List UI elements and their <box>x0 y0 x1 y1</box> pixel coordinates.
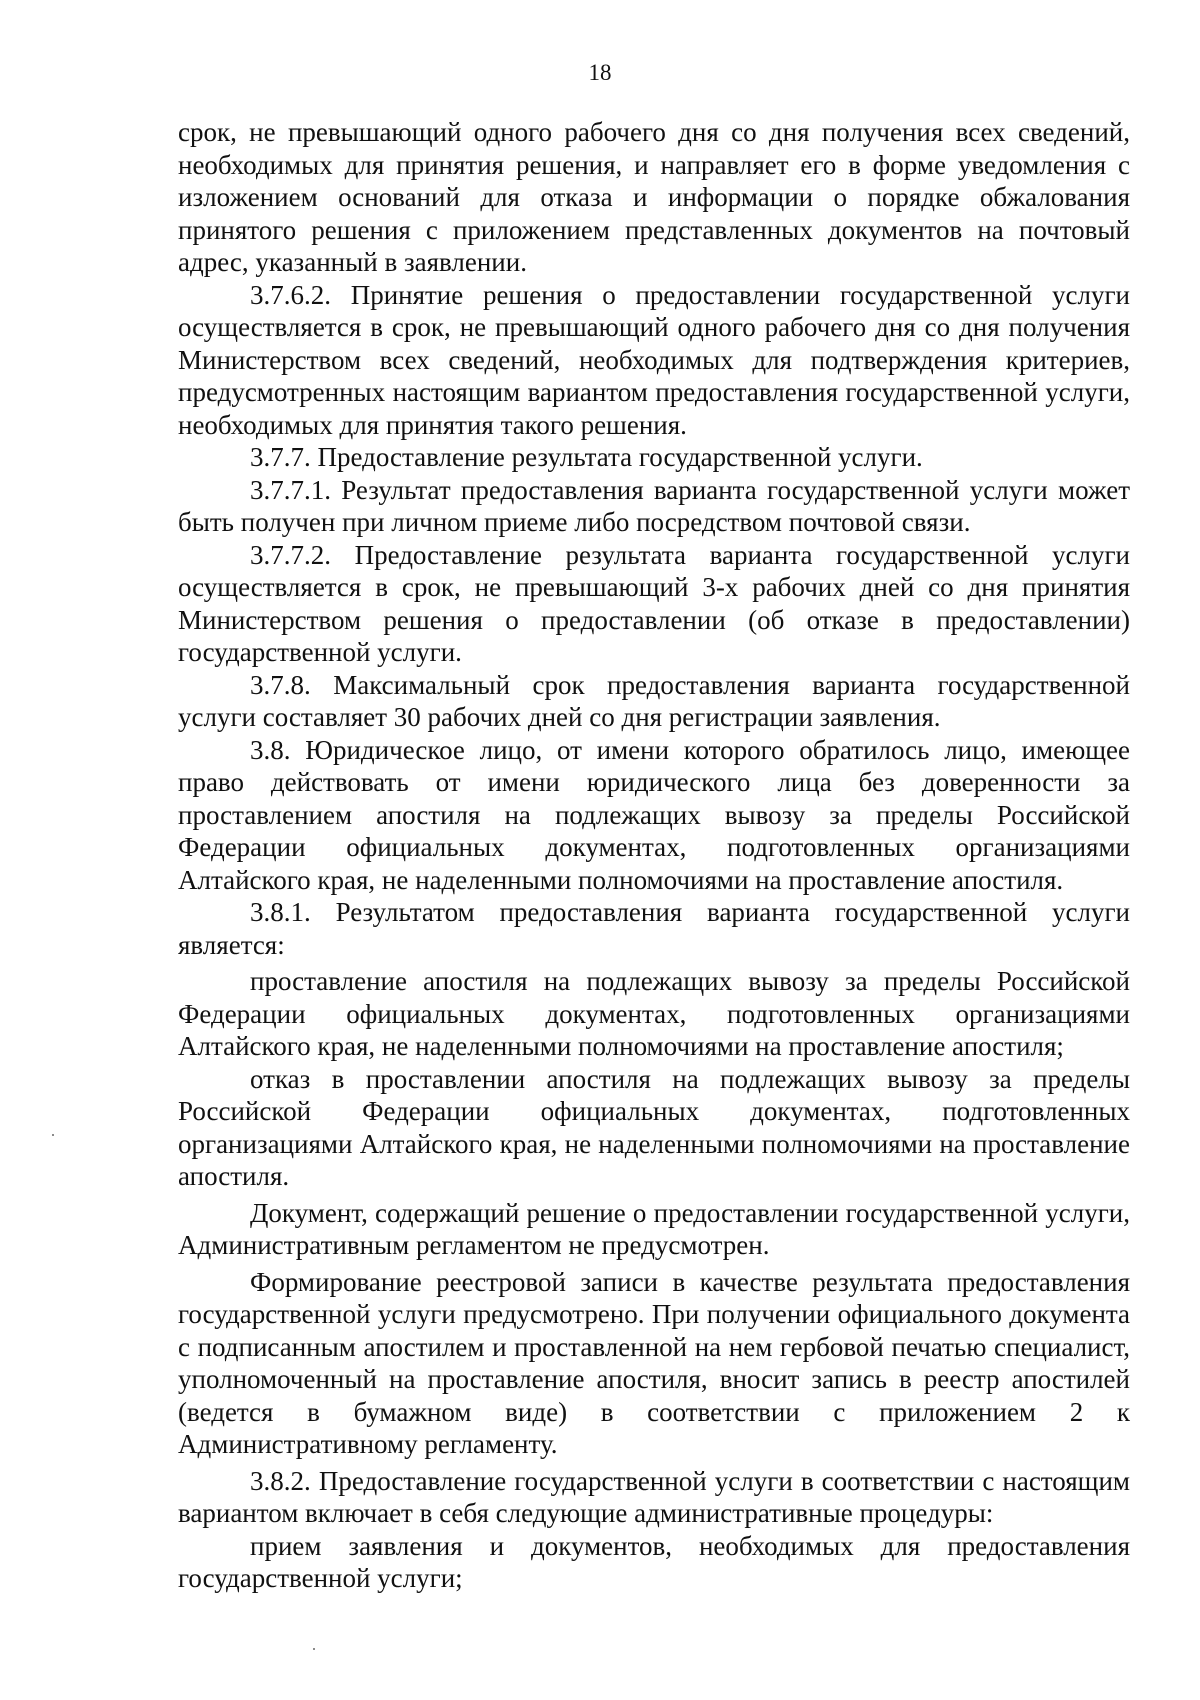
paragraph-3-7-7-2: 3.7.7.2. Предоставление результата варианта государственной услуги осуществляется в срок, не превышающий 3-х рабочих дней со дня принятия Министерством решения о предоставлении (об отказе в предоставлении) государственной услуги. <box>178 539 1130 667</box>
page-number: 18 <box>588 60 612 85</box>
paragraph-procedure-intake: прием заявления и документов, необходимых для предоставления государственной услуги; <box>178 1530 1130 1593</box>
paragraph-3-7-8: 3.7.8. Максимальный срок предоставления варианта государственной услуги составляет 30 рабочих дней со дня регистрации заявления. <box>178 669 1130 732</box>
paragraph-3-7-7: 3.7.7. Предоставление результата государственной услуги. <box>250 442 923 472</box>
document-body <box>178 116 1130 1595</box>
scan-speck <box>313 1648 315 1650</box>
paragraph-3-8-1: 3.8.1. Результатом предоставления варианта государственной услуги является: <box>178 897 1130 960</box>
paragraph-decision-document: Документ, содержащий решение о предоставлении государственной услуги, Административным регламентом не предусмотрен. <box>178 1197 1130 1260</box>
paragraph-3-7-6-2: 3.7.6.2. Принятие решения о предоставлении государственной услуги осуществляется в срок, не превышающий одного рабочего дня со дня получения Министерством всех сведений, необходимых для подтверждения критериев, предусмотренных настоящим вариантом предоставления государственной услуги, необходимых для принятия такого решения. <box>178 279 1130 440</box>
scan-speck <box>52 1134 54 1136</box>
paragraph-3-8: 3.8. Юридическое лицо, от имени которого обратилось лицо, имеющее право действовать от имени юридического лица без доверенности за проставлением апостиля на подлежащих вывозу за пределы Российской Федерации официальных документах, подготовленных организациями Алтайского края, не наделенными полномочиями на проставление апостиля. <box>178 734 1130 895</box>
paragraph-3-7-7-1: 3.7.7.1. Результат предоставления варианта государственной услуги может быть получен при личном приеме либо посредством почтовой связи. <box>178 474 1130 537</box>
paragraph-3-8-2: 3.8.2. Предоставление государственной услуги в соответствии с настоящим вариантом включает в себя следующие административные процедуры: <box>178 1465 1130 1528</box>
paragraph-registry-record: Формирование реестровой записи в качестве результата предоставления государственной услуги предусмотрено. При получении официального документа с подписанным апостилем и проставленной на нем гербовой печатью специалист, уполномоченный на проставление апостиля, вносит запись в реестр апостилей (ведется в бумажном виде) в соответствии с приложением 2 к Административному регламенту. <box>178 1266 1130 1459</box>
paragraph-continuation: срок, не превышающий одного рабочего дня со дня получения всех сведений, необходимых для принятия решения, и направляет его в форме уведомления с изложением оснований для отказа и информации о порядке обжалования принятого решения с приложением представленных документов на почтовый адрес, указанный в заявлении. <box>178 117 1130 277</box>
paragraph-result-refusal: отказ в проставлении апостиля на подлежащих вывозу за пределы Российской Федерации официальных документах, подготовленных организациями Алтайского края, не наделенными полномочиями на проставление апостиля. <box>178 1063 1130 1191</box>
paragraph-result-apostille: проставление апостиля на подлежащих вывозу за пределы Российской Федерации официальных документах, подготовленных организациями Алтайского края, не наделенными полномочиями на проставление апостиля; <box>178 966 1130 1061</box>
